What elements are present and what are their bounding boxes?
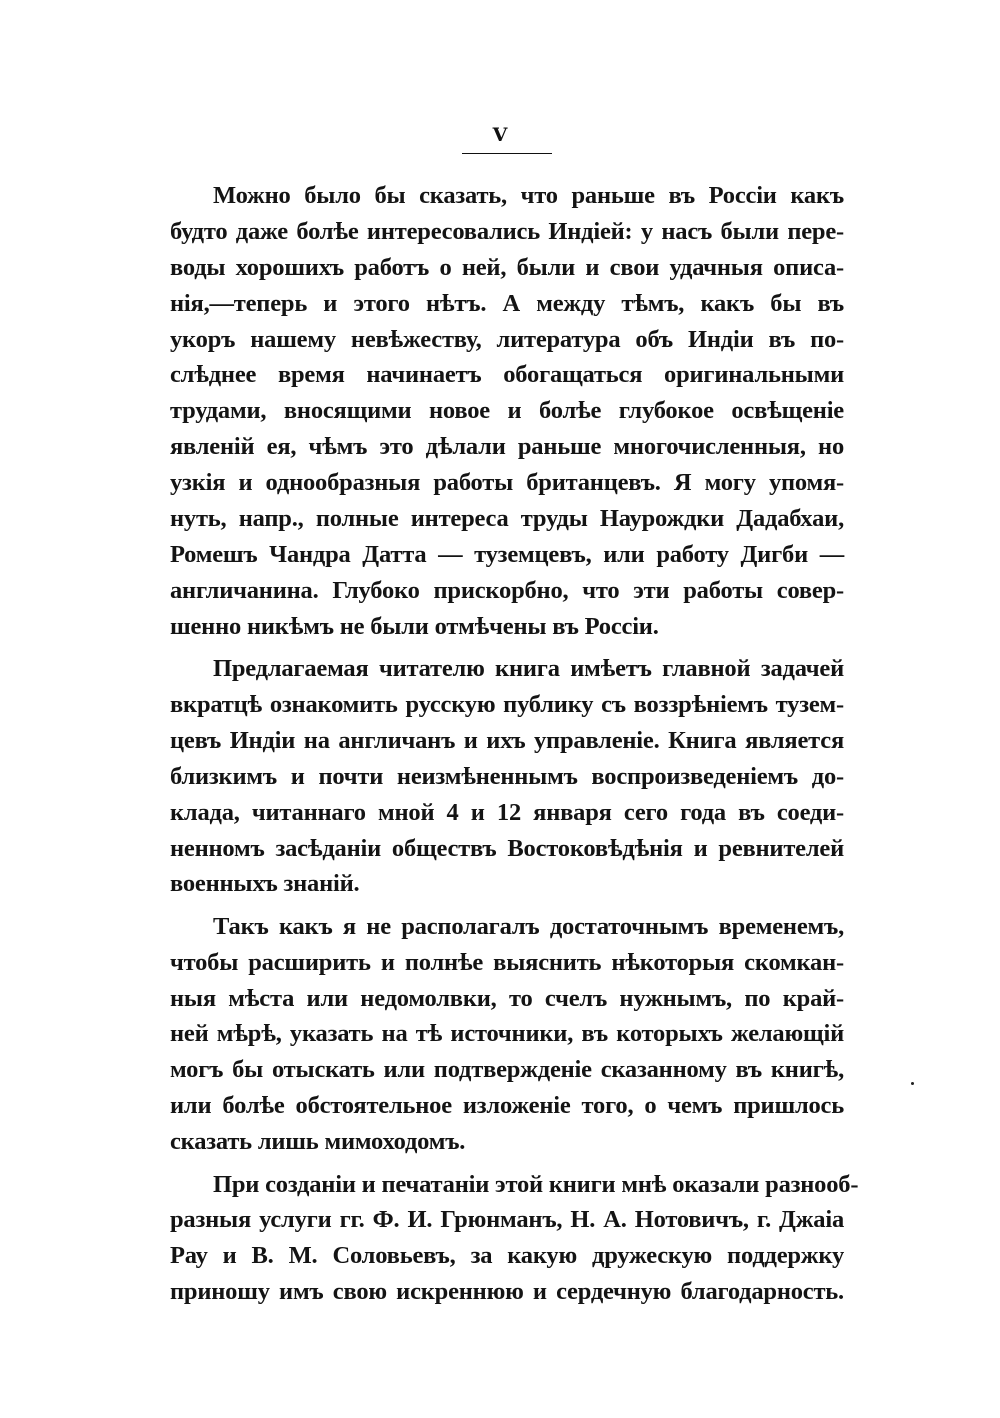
text-line: военныхъ знаній.: [170, 870, 360, 898]
text-line: Такъ какъ я не располагалъ достаточнымъ временемъ,: [213, 912, 844, 940]
text-line: явленій ея, чѣмъ это дѣлали раньше многочисленныя, но: [170, 433, 844, 461]
text-line: слѣднее время начинаетъ обогащаться оригинальными: [170, 361, 844, 389]
body-text: [170, 178, 859, 1310]
text-line: нія,—теперь и этого нѣтъ. А между тѣмъ, какъ бы въ: [170, 289, 844, 317]
page-number: V: [492, 124, 508, 146]
print-speck: [911, 1082, 914, 1085]
text-line: При созданіи и печатаніи этой книги мнѣ оказали разнооб-: [213, 1170, 859, 1198]
text-line: ненномъ засѣданіи обществъ Востоковѣдѣнія и ревнителей: [170, 834, 844, 862]
text-line: разныя услуги гг. Ф. И. Грюнманъ, Н. А. Нотовичъ, г. Джаіа: [170, 1206, 844, 1234]
paragraph-1: [170, 178, 844, 645]
paragraph-3: [170, 909, 844, 1160]
text-line: шенно никѣмъ не были отмѣчены въ Россіи.: [170, 612, 659, 640]
text-line: Предлагаемая читателю книга имѣетъ главной задачей: [213, 655, 844, 683]
text-line: воды хорошихъ работъ о ней, были и свои удачныя описа-: [170, 253, 844, 281]
text-line: близкимъ и почти неизмѣненнымъ воспроизведеніемъ до-: [170, 762, 844, 790]
text-line: чтобы расширить и полнѣе выяснить нѣкоторыя скомкан-: [170, 948, 844, 976]
text-line: цевъ Индіи на англичанъ и ихъ управленіе. Книга является: [170, 726, 844, 754]
paragraph-4: [170, 1167, 859, 1311]
text-line: Рау и В. М. Соловьевъ, за какую дружескую поддержку: [170, 1242, 844, 1270]
text-line: трудами, вносящими новое и болѣе глубокое освѣщеніе: [170, 397, 844, 425]
paragraph-2: [170, 651, 844, 902]
text-line: могъ бы отыскать или подтвержденіе сказанному въ книгѣ,: [170, 1056, 844, 1084]
text-line: англичанина. Глубоко прискорбно, что эти работы совер-: [170, 576, 844, 604]
text-line: сказать лишь мимоходомъ.: [170, 1128, 466, 1156]
text-line: ныя мѣста или недомолвки, то счелъ нужнымъ, по край-: [170, 984, 844, 1012]
text-line: будто даже болѣе интересовались Индіей: у насъ были пере-: [170, 217, 844, 245]
text-line: Ромешъ Чандра Датта — туземцевъ, или работу Дигби —: [170, 540, 844, 568]
text-line: нуть, напр., полные интереса труды Наурождки Дадабхаи,: [170, 505, 844, 533]
text-line: ней мѣрѣ, указать на тѣ источники, въ которыхъ желающій: [170, 1020, 844, 1048]
text-line: или болѣе обстоятельное изложеніе того, о чемъ пришлось: [170, 1092, 844, 1120]
text-line: клада, читаннаго мной 4 и 12 января сего года въ соеди-: [170, 798, 844, 826]
text-line: укоръ нашему невѣжеству, литература объ Индіи въ по-: [170, 325, 844, 353]
header-rule: [462, 153, 552, 154]
text-line: приношу имъ свою искреннюю и сердечную благодарность.: [170, 1278, 844, 1306]
text-line: Можно было бы сказать, что раньше въ Россіи какъ: [213, 182, 844, 209]
text-line: вкратцѣ ознакомить русскую публику съ воззрѣніемъ тузем-: [170, 690, 844, 718]
text-line: узкія и однообразныя работы британцевъ. Я могу упомя-: [170, 469, 844, 497]
